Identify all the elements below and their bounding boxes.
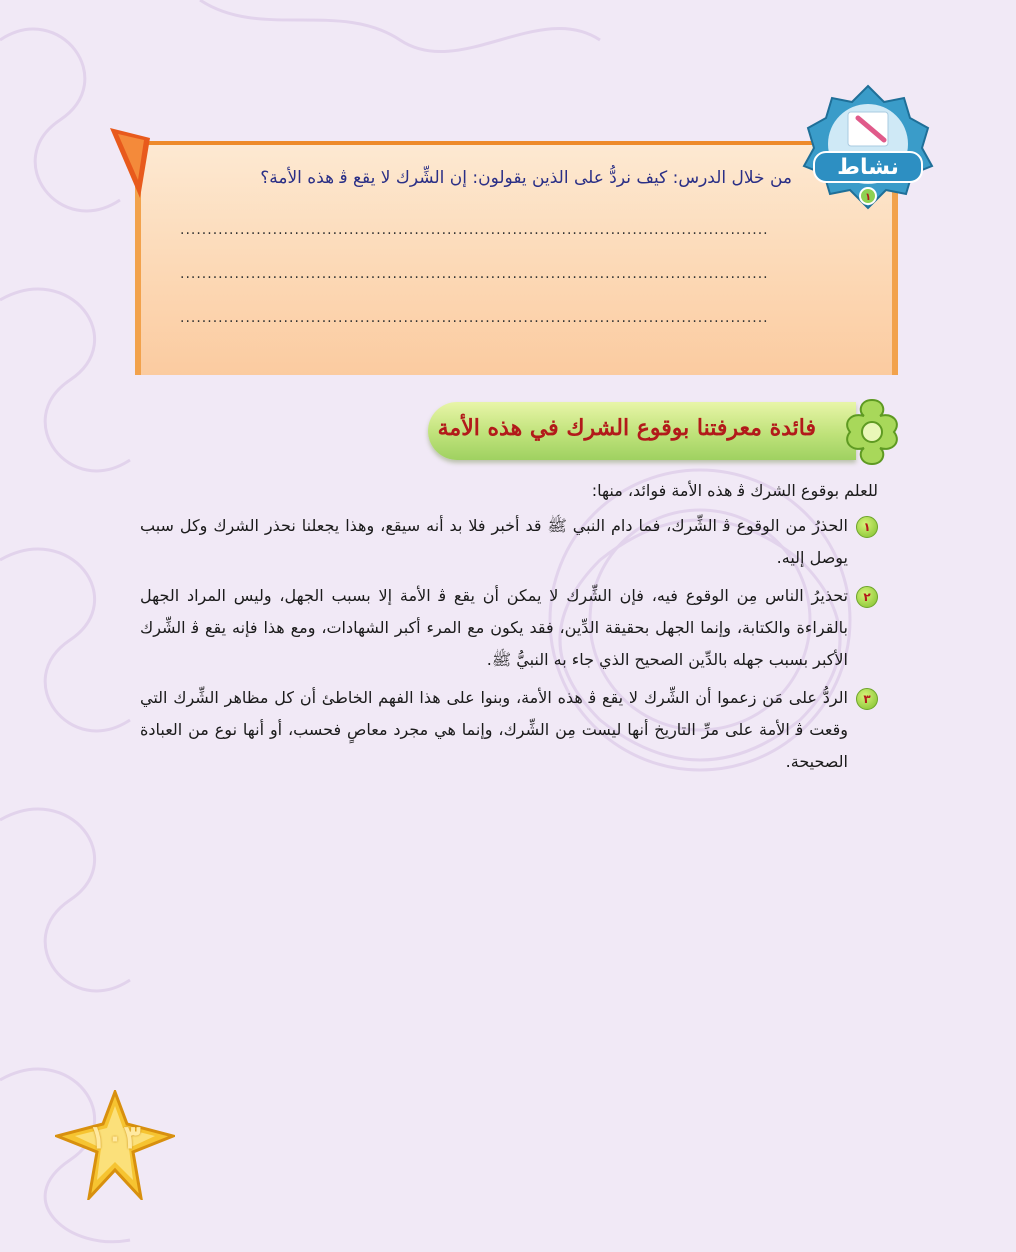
badge-number: ١ [864, 192, 872, 203]
answer-line-3[interactable]: ............................................................................................................ [180, 310, 769, 326]
item-text: الردُّ على مَن زعموا أن الشِّرك لا يقع ﭬ هذه الأمة، وبنوا على هذا الفهم الخاطئ أن كل مظاهر الشِّرك التي وقعت ﭬ الأمة على مرِّ التاريخ أنها ليست مِن الشِّرك، وإنما هي مجرد معاصٍ فحسب، أو أنها نوع من العبادة الصحيحة. [140, 688, 848, 771]
item-number-badge: ٣ [856, 688, 878, 710]
list-item [140, 580, 878, 676]
activity-badge-icon [800, 82, 936, 212]
page-number: ١٠٣ [89, 1118, 141, 1156]
item-text: الحذرُ من الوقوع ﭬ الشِّرك، فما دام النبي ﷺ قد أخبر فلا بد أنه سيقع، وهذا يجعلنا نحذر الشرك وكل سبب يوصل إليه. [140, 516, 848, 567]
item-text: تحذيرُ الناس مِن الوقوع فيه، فإن الشِّرك لا يمكن أن يقع ﭬ الأمة إلا بسبب الجهل، وليس المراد الجهل بالقراءة والكتابة، وإنما الجهل بحقيقة الدِّين، فقد يكون مع المرء أكبر الشهادات، ومع هذا فإنه يقع ﭬ الشِّرك الأكبر بسبب جهله بالدِّين الصحيح الذي جاء به النبيُّ ﷺ. [140, 586, 848, 669]
list-item [140, 510, 878, 574]
section-content [140, 476, 878, 784]
badge-label: نشاط [837, 155, 899, 180]
heading-ornament-icon [840, 398, 904, 466]
section-heading: فائدة معرفتنا بوقوع الشرك في هذه الأمة [437, 415, 816, 441]
item-number-badge: ١ [856, 516, 878, 538]
activity-question: من خلال الدرس: كيف نردُّ على الذين يقولون: إن الشِّرك لا يقع ﭬ هذه الأمة؟ [260, 168, 792, 188]
answer-line-2[interactable]: ............................................................................................................ [180, 266, 769, 282]
answer-line-1[interactable]: ............................................................................................................ [180, 222, 769, 238]
list-item [140, 682, 878, 778]
section-intro: للعلم بوقوع الشرك ﭬ هذه الأمة فوائد، منها: [591, 481, 878, 500]
item-number-badge: ٢ [856, 586, 878, 608]
